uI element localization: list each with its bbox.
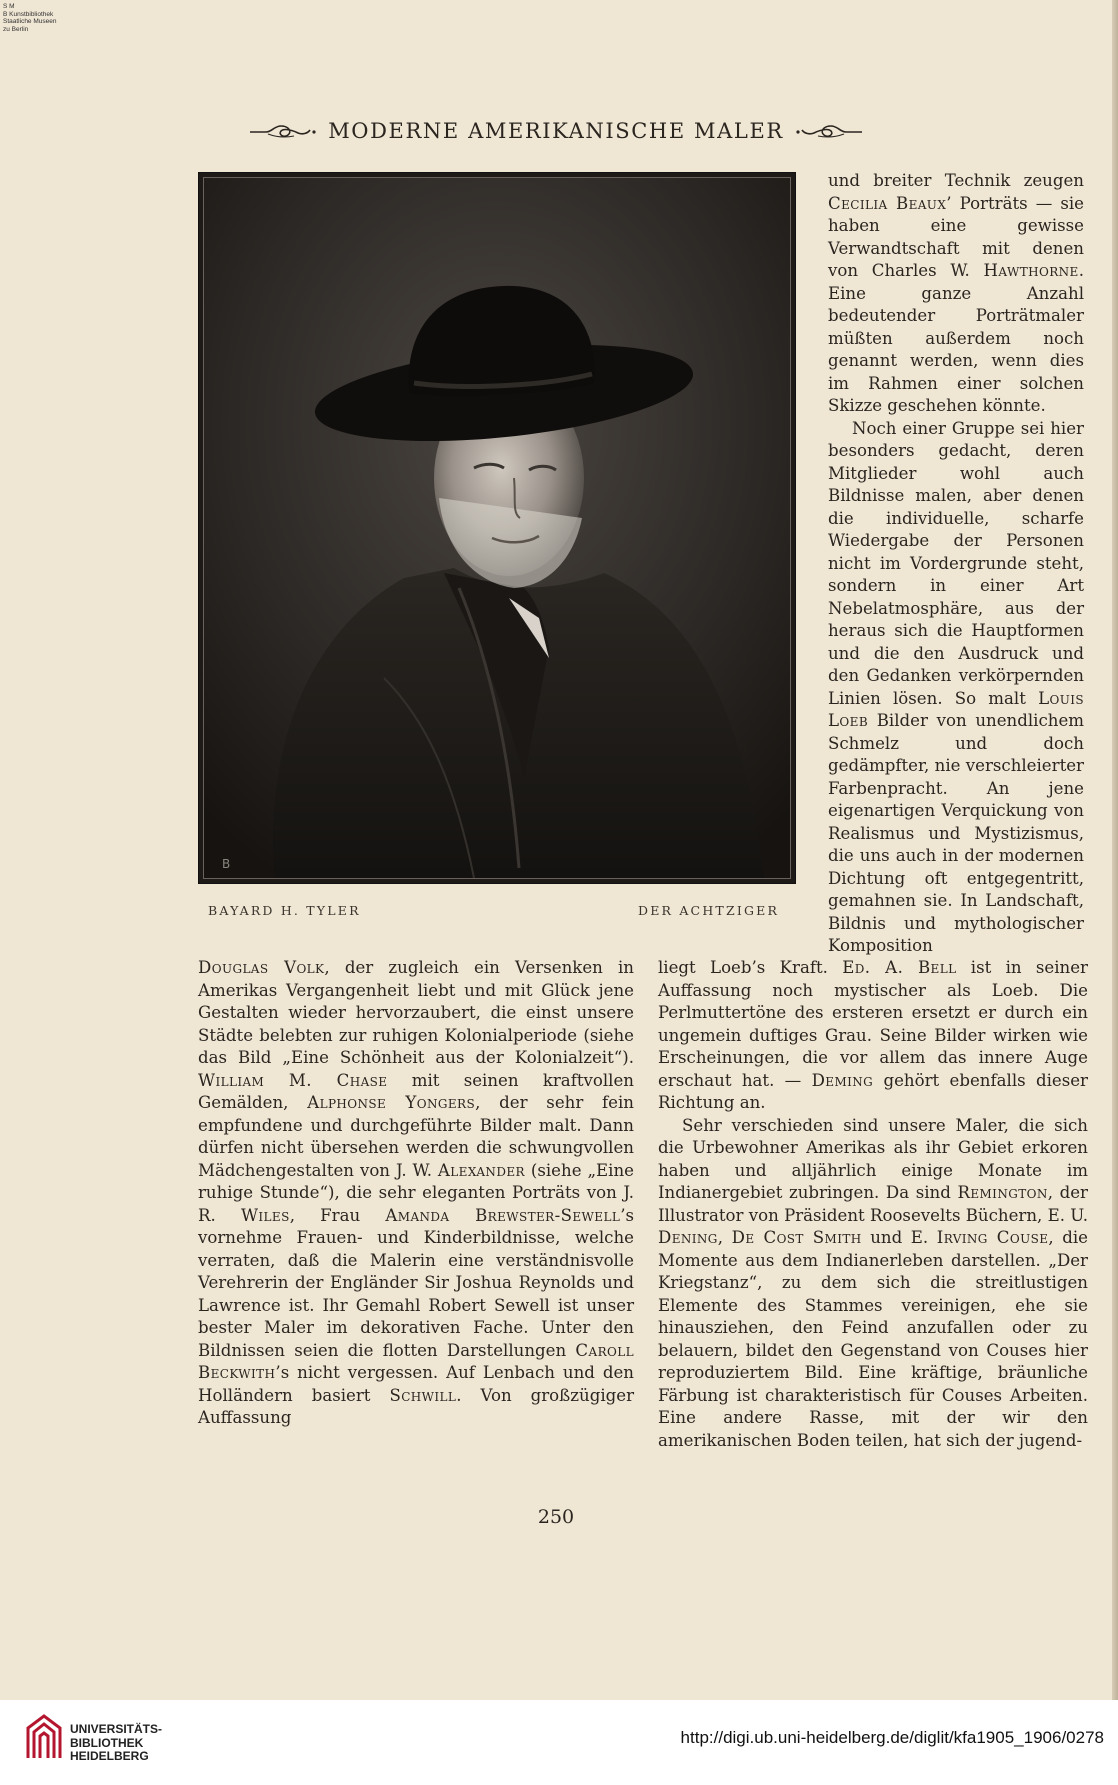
figure-artist: BAYARD H. TYLER [208, 903, 361, 918]
stamp-line: zu Berlin [3, 25, 29, 33]
person-name: Douglas Volk [198, 958, 325, 977]
text-run: (siehe „Eine ruhige Stunde“), die sehr eleganten Porträts von J. R. [198, 1160, 634, 1225]
person-name: Cecilia Beaux [828, 193, 947, 213]
text-run: mit seinen kraftvollen Gemälden, [198, 1070, 634, 1112]
text-column-right-top [828, 170, 1084, 958]
library-name [70, 1723, 162, 1764]
text-run: , die Momente aus dem Indianerleben darstellen. „Der Kriegstanz“, zu dem sich die streitlustigen Elemente des Stammes vereinigen, ehe sie hinausziehen, den Feind anzufallen oder zu belauern, bildet den Gegenstand von Couses hier reproduziertem Bild. Eine kräftige, bräunliche Färbung ist charakteristisch für Couses Arbeiten. Eine andere Rasse, mit der wir den amerikanischen Boden teilen, hat sich der jugend- [658, 1228, 1088, 1450]
text-column-left [198, 957, 634, 1430]
text-run: und E. [861, 1228, 937, 1247]
paragraph [828, 418, 1084, 958]
text-run: liegt Loeb’s Kraft. [658, 958, 843, 977]
text-run: , der zugleich ein Versenken in Amerikas Vergangenheit liebt und mit Glück jene Gestalten wieder hervorzaubert, die einst unsere Städte belebten zur ruhigen Kolonialperiode (siehe das Bild „Eine Schönheit aus der Kolonialzeit“). [198, 958, 634, 1067]
library-name-line: UNIVERSITÄTS- [70, 1722, 163, 1736]
portrait-image [203, 177, 791, 879]
person-name: Wiles [240, 1205, 290, 1225]
page-number: 250 [537, 1506, 575, 1528]
person-name: Deming [811, 1070, 874, 1090]
library-stamp [3, 3, 56, 33]
text-run: Sehr verschieden sind unsere Maler, die sich die Urbewohner Amerikas als ihr Gebiet erkoren haben und alljährlich einige Monate im Indianergebiet zubringen. Da sind [658, 1115, 1088, 1202]
stamp-line: B Kunstbibliothek [3, 10, 54, 18]
source-url-link[interactable]: http://digi.ub.uni-heidelberg.de/diglit/kfa1905_1906/0278 [680, 1728, 1104, 1747]
paragraph [198, 957, 634, 1430]
paragraph [658, 1115, 1088, 1453]
right-ornament-icon [794, 121, 864, 141]
portrait-figure [198, 172, 796, 884]
text-run: . Von großzügiger Auffassung [198, 1385, 634, 1427]
text-run: ist in seiner Auffassung noch mystischer als Loeb. Die Perlmuttertöne des ersteren ersetzt er durch ein ungemein duftiges Grau. Seine Bilder wirken wie Erscheinungen, die vor allem das innere Auge erschaut hat. — [658, 958, 1088, 1090]
person-name: De Cost Smith [731, 1228, 862, 1247]
text-run: ’ Porträts — sie haben eine gewisse Verwandtschaft mit denen von Charles W. [828, 193, 1084, 280]
person-name: Remington [957, 1183, 1048, 1202]
text-run: . Eine ganze Anzahl bedeutender Porträtmaler müßten außerdem noch genannt werden, wenn dies im Rahmen einer solchen Skizze geschehen könnte. [828, 261, 1084, 415]
text-run: , [717, 1228, 732, 1247]
stamp-line: S M [3, 3, 15, 10]
text-run: , Frau [289, 1205, 386, 1225]
person-name: Louis Loeb [828, 688, 1084, 730]
university-library-logo-icon [24, 1712, 64, 1762]
text-run: gehört ebenfalls dieser Richtung an. [658, 1070, 1088, 1112]
text-run: , der Illustrator von Präsident Roosevelts Büchern, E. U. [658, 1183, 1088, 1225]
text-run: , der sehr fein empfundene und durchgeführte Bilder malt. Dann dürfen nicht übersehen werden die schwungvollen Mädchengestalten von J. W. [198, 1093, 634, 1180]
paragraph [658, 957, 1088, 1115]
person-name: Dening [658, 1228, 718, 1247]
library-name-line: BIBLIOTHEK [70, 1735, 144, 1750]
person-name: Irving Couse [936, 1228, 1049, 1247]
person-name: William M. Chase [198, 1070, 388, 1090]
stamp-line: Staatliche Museen [3, 18, 57, 25]
svg-text:B: B [222, 857, 231, 871]
person-name: Alphonse Yongers [307, 1093, 476, 1112]
person-name: Hawthorne [983, 261, 1079, 280]
paragraph [828, 170, 1084, 418]
figure-title: DER ACHTZIGER [638, 903, 780, 918]
text-run: und breiter Technik zeugen [828, 171, 1084, 190]
text-run: Bilder von unendlichem Schmelz und doch gedämpfter, nie verschleierter Farbenpracht. An jene eigenartigen Verquickung von Realismus und Mystizismus, die uns auch in der modernen Dichtung oft entgegentritt, gemahnen sie. In Landschaft, Bildnis und mythologischer Komposition [828, 711, 1084, 955]
running-header [0, 116, 1112, 146]
portrait-drawing [204, 178, 790, 878]
person-name: Alexander [437, 1160, 525, 1180]
person-name: Schwill [389, 1385, 457, 1405]
library-name-line: HEIDELBERG [70, 1749, 149, 1763]
header-title: MODERNE AMERIKANISCHE MALER [328, 119, 784, 143]
paper-edge [1112, 0, 1118, 1700]
person-name: Amanda Brewster-Sewell [385, 1205, 621, 1225]
text-column-right-bottom [658, 957, 1088, 1452]
person-name: Ed. A. Bell [842, 958, 957, 977]
text-run: ’s vornehme Frauen- und Kinderbildnisse, welche verraten, daß die Malerin eine verständnisvolle Verehrerin der Engländer Sir Joshua Reynolds und Lawrence ist. Ihr Gemahl Robert Sewell ist unser bester Maler im dekorativen Fache. Unter den Bildnissen seien die flotten Darstellungen [198, 1205, 634, 1360]
person-name: Caroll Beckwith [198, 1340, 634, 1382]
text-run: Noch einer Gruppe sei hier besonders gedacht, deren Mitglieder wohl auch Bildnisse malen, aber denen die individuelle, scharfe Wiedergabe der Personen nicht im Vordergrunde steht, sondern in einer Art Nebelatmosphäre, aus der heraus sich die Hauptformen und die den Ausdruck und den Gedanken verkörpernden Linien lösen. So malt [828, 418, 1084, 708]
left-ornament-icon [248, 121, 318, 141]
text-run: ’s nicht vergessen. Auf Lenbach und den Holländern basiert [198, 1363, 634, 1405]
